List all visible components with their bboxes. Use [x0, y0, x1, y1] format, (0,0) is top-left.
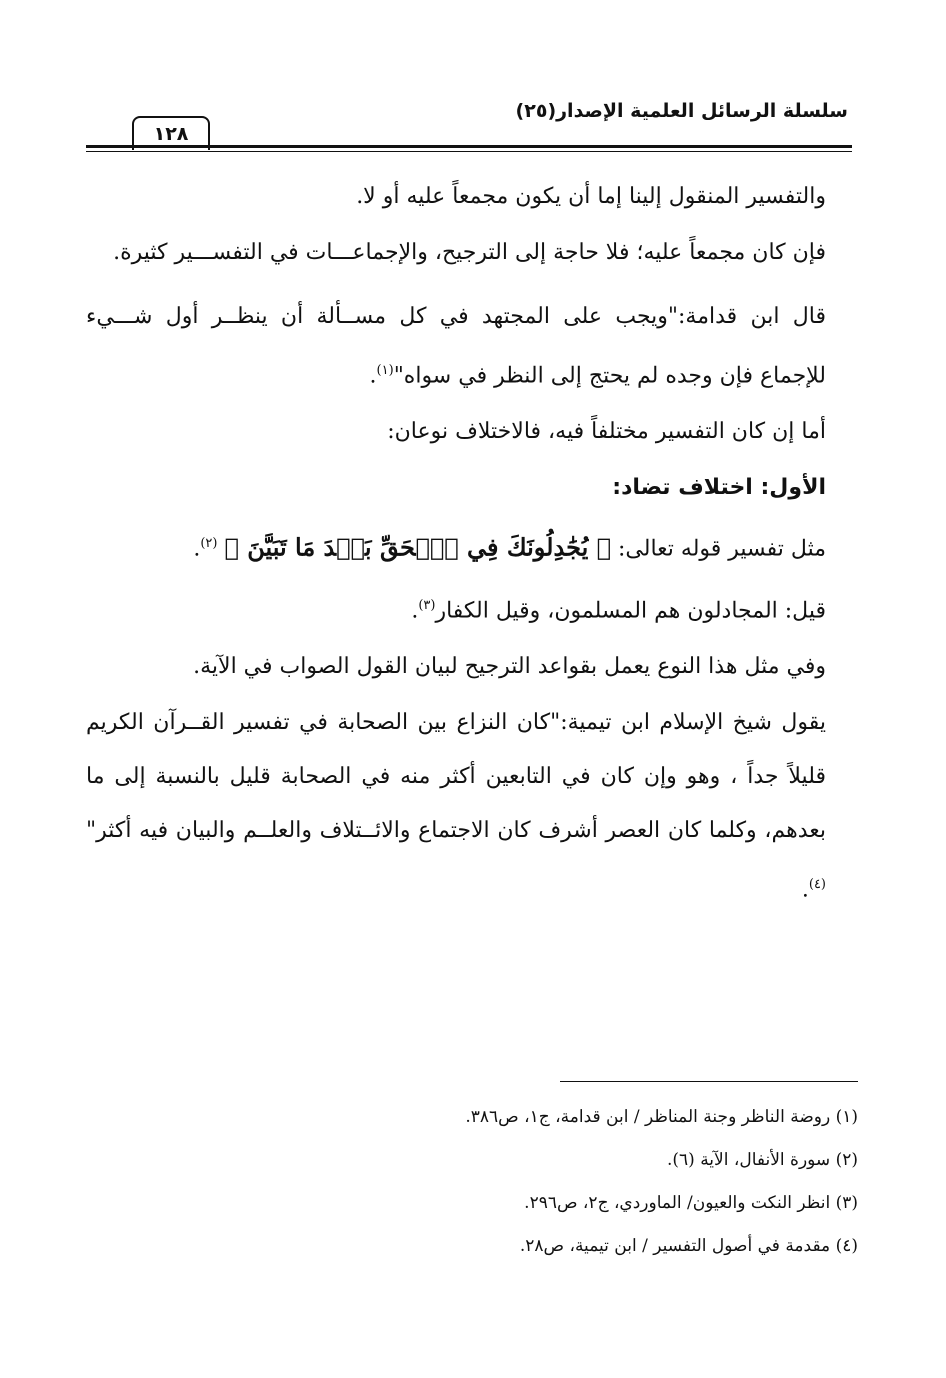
- paragraph-1: والتفسير المنقول إلينا إما أن يكون مجمعاً عليه أو لا.: [356, 184, 826, 209]
- paragraph-4: أما إن كان التفسير مختلفاً فيه، فالاختلاف نوعان:: [387, 419, 826, 445]
- footnote-separator: [560, 1081, 858, 1082]
- paragraph-3-end: .: [369, 363, 377, 389]
- footnote-ref-1: (١): [376, 363, 394, 378]
- footnote-3: (٣) انظر النكت والعيون/ الماوردي، ج٢، ص٢٩٦.: [524, 1193, 858, 1213]
- body-text: [86, 170, 826, 917]
- paragraph-8: [86, 696, 826, 917]
- header-rule-thick: [86, 145, 852, 148]
- paragraph-5: [86, 517, 826, 576]
- paragraph-8-text: يقول شيخ الإسلام ابن تيمية:"كان النزاع بين الصحابة في تفسير القــرآن الكريم قليلاً جداً ، وهو وإن كان في التابعين أكثر منه في الصحابة قليل بالنسبة إلى ما بعدهم، وكلما كان العصر أشرف كان الاجتماع والائــتلاف والعلــم والبيان فيه أكثر": [86, 709, 826, 843]
- page-number: ١٢٨: [132, 116, 210, 150]
- quran-verse: ﴿ يُجَٰدِلُونَكَ فِي ٱلۡحَقِّ بَعۡدَ مَا تَبَيَّنَ ﴾: [224, 532, 612, 562]
- footnote-2: (٢) سورة الأنفال، الآية (٦).: [666, 1150, 858, 1170]
- paragraph-6-end: .: [411, 597, 419, 623]
- paragraph-5-end: .: [193, 536, 201, 562]
- footnote-ref-4: (٤): [808, 876, 826, 892]
- header-rule-thin: [86, 151, 852, 152]
- paragraph-7: وفي مثل هذا النوع يعمل بقواعد الترجيح لبيان القول الصواب في الآية.: [193, 653, 826, 679]
- series-title: سلسلة الرسائل العلمية الإصدار(٢٥): [515, 100, 848, 122]
- paragraph-2: فإن كان مجمعاً عليه؛ فلا حاجة إلى الترجيح، والإجماعـــات في التفســـير كثيرة.: [113, 240, 826, 265]
- footnote-ref-3: (٣): [418, 597, 436, 613]
- paragraph-3: [86, 290, 826, 403]
- paragraph-3-text: قال ابن قدامة:"ويجب على المجتهد في كل مســألة أن ينظــر أول شـــيء للإجماع فإن وجده لم يحتج إلى النظر في سواه": [86, 304, 826, 389]
- footnote-4: (٤) مقدمة في أصول التفسير / ابن تيمية، ص٢٨.: [519, 1236, 858, 1256]
- paragraph-6-text: قيل: المجادلون هم المسلمون، وقيل الكفار: [435, 597, 826, 623]
- footnotes: [158, 1096, 858, 1268]
- section-heading: الأول: اختلاف تضاد:: [612, 475, 826, 501]
- paragraph-5-text: مثل تفسير قوله تعالى:: [611, 536, 826, 562]
- footnote-1: (١) روضة الناظر وجنة المناظر / ابن قدامة، ج١، ص٣٨٦.: [465, 1107, 858, 1127]
- footnote-ref-2: (٢): [200, 536, 218, 552]
- paragraph-6: [86, 579, 826, 638]
- paragraph-8-end: .: [801, 877, 809, 903]
